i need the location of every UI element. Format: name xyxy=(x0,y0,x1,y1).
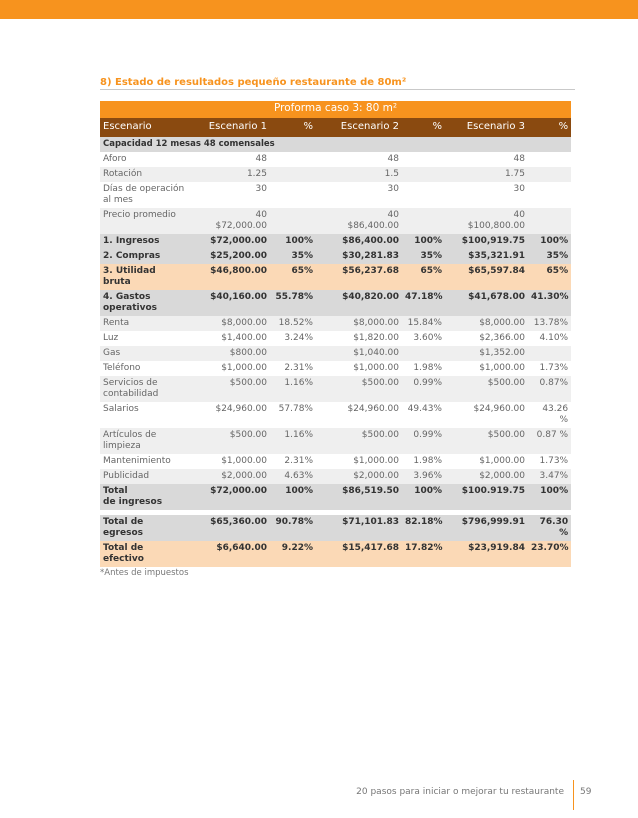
table-cell: $35,321.91 xyxy=(445,249,528,264)
table-cell: 15.84% xyxy=(402,316,445,331)
table-cell: $24,960.00 xyxy=(316,402,402,428)
table-row xyxy=(100,167,571,182)
table-cell: 9.22% xyxy=(270,541,316,567)
table-cell: 4.63% xyxy=(270,469,316,484)
table-cell xyxy=(270,152,316,167)
table-cell: $25,200.00 xyxy=(188,249,270,264)
table-cell: 55.78% xyxy=(270,290,316,316)
header-pct-2: % xyxy=(402,118,445,137)
row-label: Total de efectivo xyxy=(100,541,188,567)
header-escenario-2: Escenario 2 xyxy=(316,118,402,137)
table-cell: 1.73% xyxy=(528,454,571,469)
footer-divider xyxy=(573,780,574,810)
table-cell: $500.00 xyxy=(316,376,402,402)
row-label: Total de ingresos xyxy=(100,484,188,510)
table-row xyxy=(100,484,571,510)
row-label: Publicidad xyxy=(100,469,188,484)
table-cell: $6,640.00 xyxy=(188,541,270,567)
table-header-row xyxy=(100,118,571,137)
table-cell: $71,101.83 xyxy=(316,515,402,542)
table-row xyxy=(100,152,571,167)
table-cell: $8,000.00 xyxy=(188,316,270,331)
table-cell xyxy=(270,182,316,208)
table-row xyxy=(100,361,571,376)
table-row xyxy=(100,402,571,428)
table-cell xyxy=(528,152,571,167)
table-cell: $1,352.00 xyxy=(445,346,528,361)
table-cell: $796,999.91 xyxy=(445,515,528,542)
table-cell: 57.78% xyxy=(270,402,316,428)
table-cell xyxy=(402,346,445,361)
header-pct-1: % xyxy=(270,118,316,137)
table-cell: 2.31% xyxy=(270,361,316,376)
table-cell: $56,237.68 xyxy=(316,264,402,290)
table-cell: 3.47% xyxy=(528,469,571,484)
table-cell: 1.98% xyxy=(402,454,445,469)
header-escenario-3: Escenario 3 xyxy=(445,118,528,137)
table-row xyxy=(100,454,571,469)
table-cell: 1.73% xyxy=(528,361,571,376)
row-label: Artículos de limpieza xyxy=(100,428,188,454)
row-label: Renta xyxy=(100,316,188,331)
table-cell: 30 xyxy=(445,182,528,208)
table-cell: 48 xyxy=(445,152,528,167)
table-cell: 13.78% xyxy=(528,316,571,331)
table-cell: 3.60% xyxy=(402,331,445,346)
header-escenario: Escenario xyxy=(100,118,188,137)
table-banner-row xyxy=(100,101,571,118)
row-label: Total de egresos xyxy=(100,515,188,542)
table-cell: $800.00 xyxy=(188,346,270,361)
table-cell: $2,000.00 xyxy=(188,469,270,484)
table-row xyxy=(100,469,571,484)
table-cell: 100% xyxy=(402,234,445,249)
income-statement-table xyxy=(100,101,571,567)
row-label: Aforo xyxy=(100,152,188,167)
table-cell: $1,000.00 xyxy=(445,454,528,469)
table-cell: $2,000.00 xyxy=(316,469,402,484)
table-cell: 65% xyxy=(528,264,571,290)
table-cell: $86,519.50 xyxy=(316,484,402,510)
footnote: *Antes de impuestos xyxy=(100,568,189,578)
table-cell: $1,040.00 xyxy=(316,346,402,361)
table-cell: 1.98% xyxy=(402,361,445,376)
table-cell xyxy=(270,208,316,234)
table-cell: 2.31% xyxy=(270,454,316,469)
table-cell: $46,800.00 xyxy=(188,264,270,290)
table-cell: $500.00 xyxy=(445,376,528,402)
table-row xyxy=(100,376,571,402)
table-cell: $23,919.84 xyxy=(445,541,528,567)
table-cell: 35% xyxy=(402,249,445,264)
table-cell: $500.00 xyxy=(188,376,270,402)
table-cell: 1.25 xyxy=(188,167,270,182)
table-cell: $1,000.00 xyxy=(316,454,402,469)
table-cell: $100,919.75 xyxy=(445,234,528,249)
table-cell: 90.78% xyxy=(270,515,316,542)
table-cell: 35% xyxy=(270,249,316,264)
table-cell: 1.16% xyxy=(270,428,316,454)
row-label: 4. Gastos operativos xyxy=(100,290,188,316)
table-cell: 30 xyxy=(188,182,270,208)
table-cell: $40,160.00 xyxy=(188,290,270,316)
page-number: 59 xyxy=(580,787,592,797)
table-row xyxy=(100,515,571,542)
table-cell xyxy=(402,152,445,167)
table-row xyxy=(100,208,571,234)
table-cell: $1,000.00 xyxy=(188,361,270,376)
table-cell: 100% xyxy=(270,484,316,510)
table-cell: $30,281.83 xyxy=(316,249,402,264)
table-row xyxy=(100,249,571,264)
table-cell: 4.10% xyxy=(528,331,571,346)
table-cell: 41.30% xyxy=(528,290,571,316)
table-cell: 100% xyxy=(528,484,571,510)
table-cell: $41,678.00 xyxy=(445,290,528,316)
table-cell: 0.87% xyxy=(528,376,571,402)
table-cell: 49.43% xyxy=(402,402,445,428)
table-row xyxy=(100,234,571,249)
table-cell: 0.99% xyxy=(402,428,445,454)
table-row xyxy=(100,346,571,361)
table-cell: 65% xyxy=(402,264,445,290)
table-cell: 43.26 % xyxy=(528,402,571,428)
row-label: Rotación xyxy=(100,167,188,182)
table-cell: 82.18% xyxy=(402,515,445,542)
table-cell: 65% xyxy=(270,264,316,290)
row-label: Mantenimiento xyxy=(100,454,188,469)
table-cell: 76.30 % xyxy=(528,515,571,542)
table-cell: 100% xyxy=(528,234,571,249)
table-cell: $500.00 xyxy=(188,428,270,454)
table-row xyxy=(100,541,571,567)
table-row xyxy=(100,428,571,454)
table-cell: $1,400.00 xyxy=(188,331,270,346)
table-cell: $8,000.00 xyxy=(316,316,402,331)
table-cell: $72,000.00 xyxy=(188,234,270,249)
table-cell: 30 xyxy=(316,182,402,208)
table-row xyxy=(100,290,571,316)
table-cell: $1,000.00 xyxy=(316,361,402,376)
table-cell xyxy=(270,346,316,361)
capacity-label: Capacidad 12 mesas 48 comensales xyxy=(100,137,571,152)
table-cell: 1.5 xyxy=(316,167,402,182)
section-title: 8) Estado de resultados pequeño restaurante de 80m² xyxy=(100,77,575,90)
table-cell: $1,820.00 xyxy=(316,331,402,346)
table-cell: $100.919.75 xyxy=(445,484,528,510)
header-escenario-1: Escenario 1 xyxy=(188,118,270,137)
table-cell: $15,417.68 xyxy=(316,541,402,567)
table-cell: $2,366.00 xyxy=(445,331,528,346)
table-cell xyxy=(402,167,445,182)
table-row xyxy=(100,331,571,346)
table-cell: 40 $100,800.00 xyxy=(445,208,528,234)
table-cell: 1.75 xyxy=(445,167,528,182)
table-cell: $65,360.00 xyxy=(188,515,270,542)
table-cell: 23.70% xyxy=(528,541,571,567)
row-label: Luz xyxy=(100,331,188,346)
table-cell: 100% xyxy=(402,484,445,510)
table-cell xyxy=(402,208,445,234)
table-cell xyxy=(270,167,316,182)
footer-text: 20 pasos para iniciar o mejorar tu restaurante xyxy=(356,787,564,797)
table-cell: $72,000.00 xyxy=(188,484,270,510)
table-cell: $86,400.00 xyxy=(316,234,402,249)
table-cell: $65,597.84 xyxy=(445,264,528,290)
table-cell: 40 $72,000.00 xyxy=(188,208,270,234)
table-cell: $24,960.00 xyxy=(445,402,528,428)
table-row xyxy=(100,182,571,208)
table-cell xyxy=(528,182,571,208)
table-cell: 3.24% xyxy=(270,331,316,346)
header-pct-3: % xyxy=(528,118,571,137)
table-cell: 100% xyxy=(270,234,316,249)
table-cell: 17.82% xyxy=(402,541,445,567)
table-cell: 48 xyxy=(188,152,270,167)
table-cell: $500.00 xyxy=(445,428,528,454)
table-cell: $2,000.00 xyxy=(445,469,528,484)
row-label: Precio promedio xyxy=(100,208,188,234)
row-label: 3. Utilidad bruta xyxy=(100,264,188,290)
table-cell xyxy=(528,346,571,361)
row-label: Teléfono xyxy=(100,361,188,376)
row-label: Salarios xyxy=(100,402,188,428)
table-cell xyxy=(528,167,571,182)
table-cell: $1,000.00 xyxy=(445,361,528,376)
table-cell: $500.00 xyxy=(316,428,402,454)
table-cell xyxy=(528,208,571,234)
table-cell: $24,960.00 xyxy=(188,402,270,428)
table-cell: 40 $86,400.00 xyxy=(316,208,402,234)
table-cell: 3.96% xyxy=(402,469,445,484)
table-row xyxy=(100,316,571,331)
table-cell: $1,000.00 xyxy=(188,454,270,469)
table-cell: 0.87 % xyxy=(528,428,571,454)
table-cell: 35% xyxy=(528,249,571,264)
table-cell: 0.99% xyxy=(402,376,445,402)
capacity-row xyxy=(100,137,571,152)
table-cell: $8,000.00 xyxy=(445,316,528,331)
row-label: 1. Ingresos xyxy=(100,234,188,249)
row-label: Servicios de contabilidad xyxy=(100,376,188,402)
table-cell: 47.18% xyxy=(402,290,445,316)
income-statement-table-wrapper xyxy=(100,101,571,567)
row-label: Gas xyxy=(100,346,188,361)
top-color-band xyxy=(0,0,638,19)
table-banner: Proforma caso 3: 80 m² xyxy=(100,101,571,118)
table-cell: 1.16% xyxy=(270,376,316,402)
table-cell: 48 xyxy=(316,152,402,167)
row-label: Días de operación al mes xyxy=(100,182,188,208)
table-cell xyxy=(402,182,445,208)
table-row xyxy=(100,264,571,290)
table-cell: $40,820.00 xyxy=(316,290,402,316)
table-cell: 18.52% xyxy=(270,316,316,331)
row-label: 2. Compras xyxy=(100,249,188,264)
